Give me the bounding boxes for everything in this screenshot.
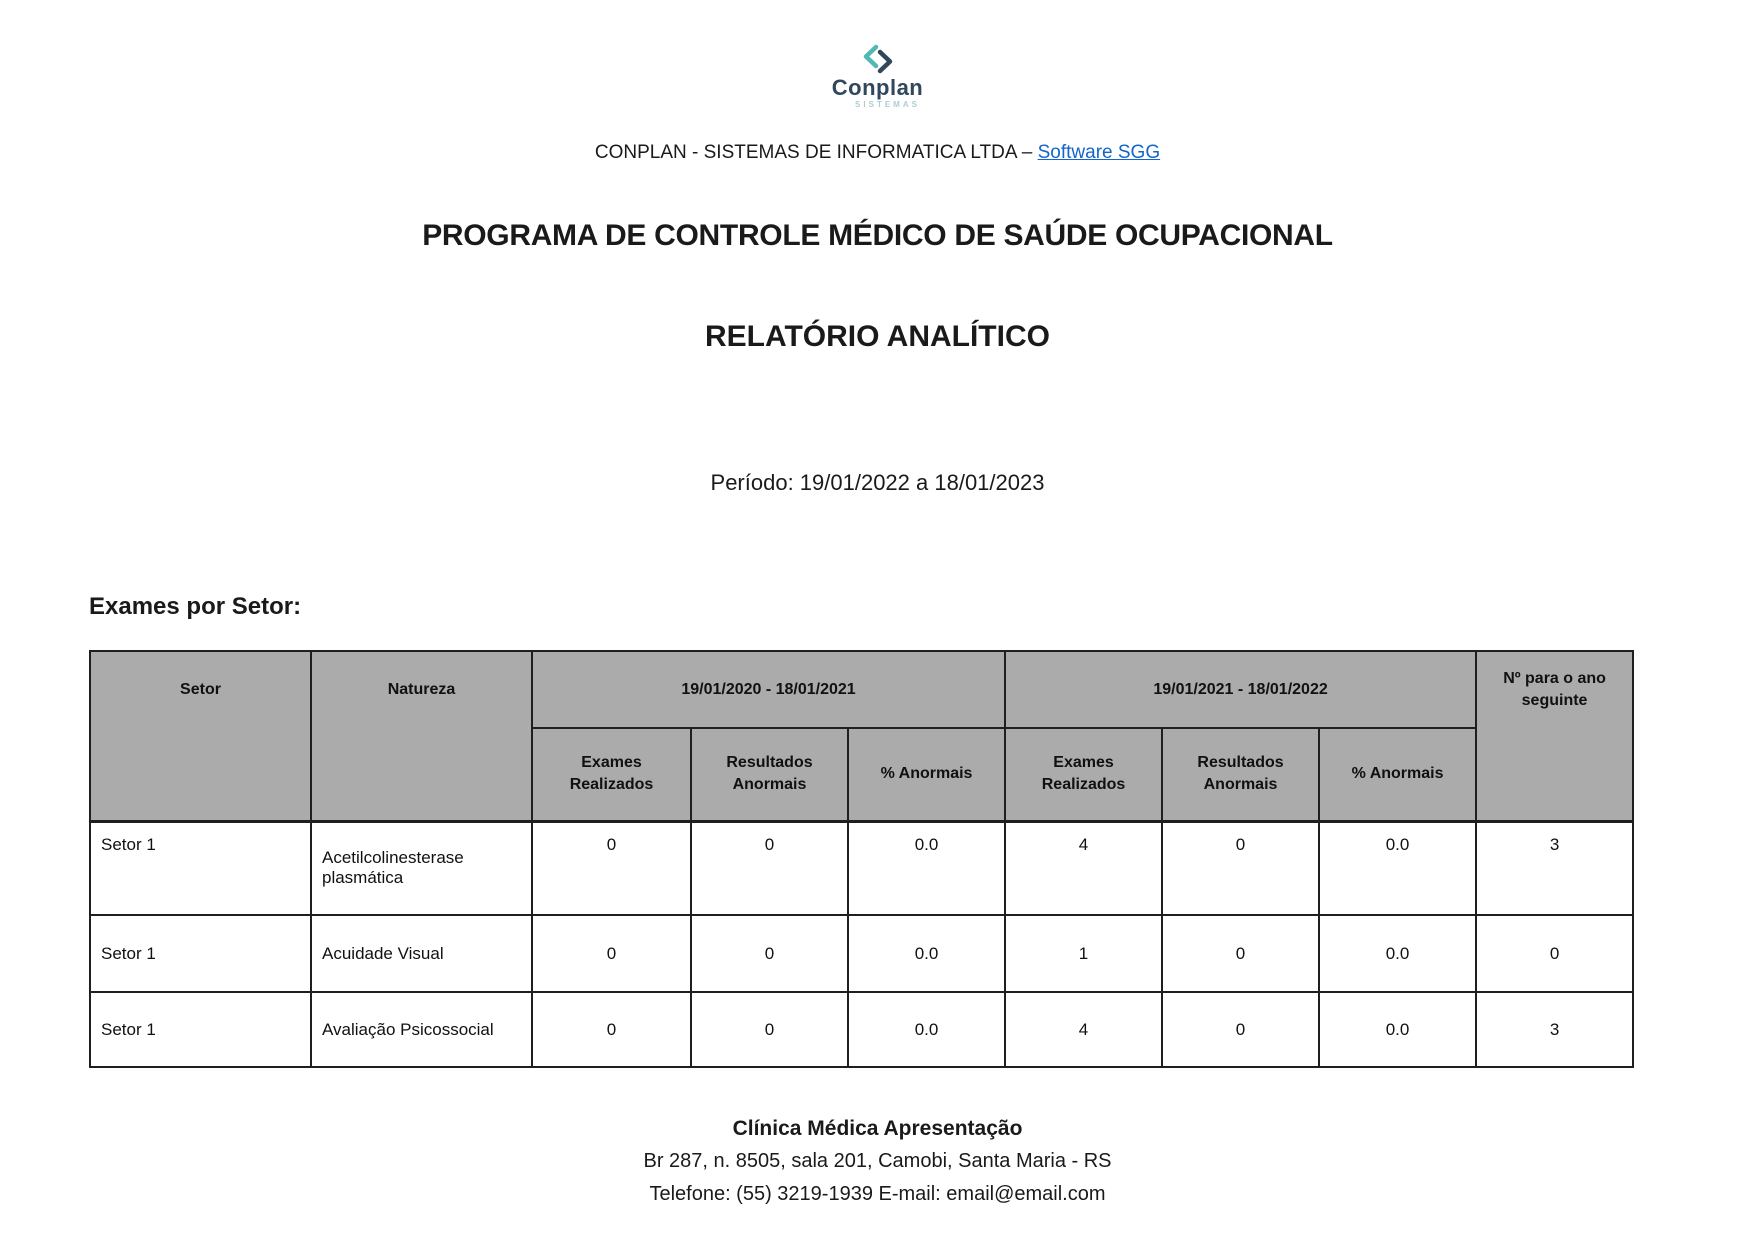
subcol-exames-p1: Exames Realizados bbox=[532, 728, 691, 821]
cell-p1-exames: 0 bbox=[532, 915, 691, 992]
cell-setor: Setor 1 bbox=[90, 821, 311, 915]
cell-p1-resultados: 0 bbox=[691, 992, 848, 1067]
report-subtitle: RELATÓRIO ANALÍTICO bbox=[705, 320, 1050, 353]
subcol-exames-p2: Exames Realizados bbox=[1005, 728, 1162, 821]
conplan-logo bbox=[0, 44, 1755, 110]
cell-p2-anormais: 0.0 bbox=[1319, 992, 1476, 1067]
cell-p2-exames: 4 bbox=[1005, 821, 1162, 915]
brand-wordmark: Conplan bbox=[831, 75, 924, 100]
cell-p2-anormais: 0.0 bbox=[1319, 821, 1476, 915]
clinic-contact: Telefone: (55) 3219-1939 E-mail: email@email.com bbox=[649, 1183, 1106, 1205]
cell-setor: Setor 1 bbox=[90, 992, 311, 1067]
cell-p1-anormais: 0.0 bbox=[848, 915, 1005, 992]
cell-p2-resultados: 0 bbox=[1162, 821, 1319, 915]
cell-p2-resultados: 0 bbox=[1162, 992, 1319, 1067]
cell-p2-exames: 1 bbox=[1005, 915, 1162, 992]
brand-tagline: SISTEMAS bbox=[855, 100, 920, 109]
cell-setor: Setor 1 bbox=[90, 915, 311, 992]
cell-proximo-ano: 0 bbox=[1476, 915, 1633, 992]
exams-by-sector-table bbox=[89, 650, 1634, 1068]
cell-natureza: Acuidade Visual bbox=[311, 915, 532, 992]
cell-p2-resultados: 0 bbox=[1162, 915, 1319, 992]
cell-proximo-ano: 3 bbox=[1476, 992, 1633, 1067]
period1-header: 19/01/2020 - 18/01/2021 bbox=[532, 651, 1005, 728]
cell-natureza: Avaliação Psicossocial bbox=[311, 992, 532, 1067]
cell-natureza: Acetilcolinesterase plasmática bbox=[311, 821, 532, 915]
clinic-address: Br 287, n. 8505, sala 201, Camobi, Santa Maria - RS bbox=[643, 1150, 1112, 1172]
cell-p2-anormais: 0.0 bbox=[1319, 915, 1476, 992]
next-year-header: Nº para o ano seguinte bbox=[1476, 651, 1633, 821]
footer bbox=[0, 1112, 1755, 1211]
subcol-anormais-p2: % Anormais bbox=[1319, 728, 1476, 821]
cell-proximo-ano: 3 bbox=[1476, 821, 1633, 915]
code-chevrons-icon bbox=[861, 44, 895, 74]
software-sgg-link[interactable]: Software SGG bbox=[1037, 142, 1161, 163]
cell-p2-exames: 4 bbox=[1005, 992, 1162, 1067]
period2-header: 19/01/2021 - 18/01/2022 bbox=[1005, 651, 1476, 728]
col-header-natureza: Natureza bbox=[311, 651, 532, 821]
subcol-resultados-p2: Resultados Anormais bbox=[1162, 728, 1319, 821]
table-row bbox=[90, 821, 1633, 915]
cell-p1-resultados: 0 bbox=[691, 821, 848, 915]
period-line: Período: 19/01/2022 a 18/01/2023 bbox=[710, 470, 1045, 495]
section-heading: Exames por Setor: bbox=[89, 593, 302, 620]
cell-p1-exames: 0 bbox=[532, 992, 691, 1067]
table-row bbox=[90, 992, 1633, 1067]
col-header-setor: Setor bbox=[90, 651, 311, 821]
cell-p1-resultados: 0 bbox=[691, 915, 848, 992]
subcol-anormais-p1: % Anormais bbox=[848, 728, 1005, 821]
clinic-name: Clínica Médica Apresentação bbox=[732, 1117, 1023, 1140]
main-title: PROGRAMA DE CONTROLE MÉDICO DE SAÚDE OCUPACIONAL bbox=[422, 219, 1333, 252]
cell-p1-exames: 0 bbox=[532, 821, 691, 915]
table-row bbox=[90, 915, 1633, 992]
company-line-text: CONPLAN - SISTEMAS DE INFORMATICA LTDA – bbox=[594, 142, 1038, 163]
company-line bbox=[0, 142, 1755, 164]
cell-p1-anormais: 0.0 bbox=[848, 821, 1005, 915]
cell-p1-anormais: 0.0 bbox=[848, 992, 1005, 1067]
subcol-resultados-p1: Resultados Anormais bbox=[691, 728, 848, 821]
